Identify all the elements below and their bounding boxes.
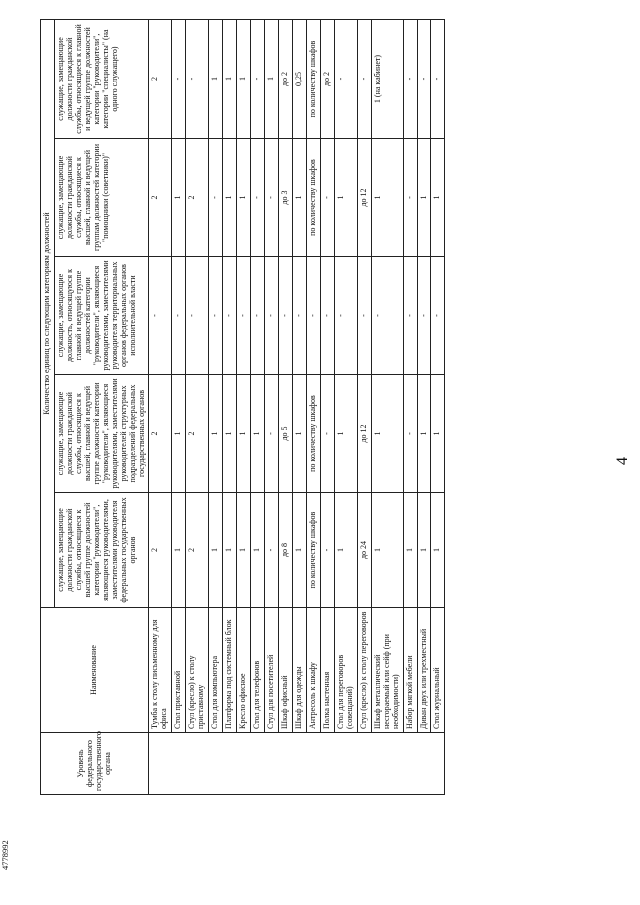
item-name: Шкаф офисный: [279, 608, 293, 733]
table-row: [431, 20, 445, 795]
quantity-cell: до 12: [357, 139, 371, 257]
quantity-cell: 1: [265, 20, 279, 139]
item-name: Стол для телефонов: [251, 608, 265, 733]
quantity-cell: 2: [149, 20, 172, 139]
table-row: [149, 20, 172, 795]
quantity-cell: до 2: [279, 20, 293, 139]
name-header: Наименование: [41, 608, 149, 733]
quantity-cell: -: [403, 257, 417, 375]
quantity-cell: -: [186, 257, 209, 375]
table-row: [223, 20, 237, 795]
quantity-cell: 1: [371, 139, 403, 257]
quantity-cell: -: [186, 20, 209, 139]
quantity-cell: 1: [417, 375, 431, 493]
item-name: Стул (кресло) к столу приставному: [186, 608, 209, 733]
table-row: [237, 20, 251, 795]
quantity-cell: 1: [223, 139, 237, 257]
category-header: служащие, замещающие должности гражданской службы, относящиеся к высшей, главной и ведущей группам должностей категории "помощники (советники)": [54, 139, 149, 257]
quantity-cell: -: [417, 257, 431, 375]
table-row: [186, 20, 209, 795]
quantity-cell: -: [403, 139, 417, 257]
quantity-cell: 1: [417, 139, 431, 257]
quantity-cell: -: [209, 139, 223, 257]
quantity-cell: по количеству шкафов: [306, 20, 320, 139]
quantity-cell: -: [251, 20, 265, 139]
quantity-cell: 1: [334, 139, 357, 257]
item-name: Стол для переговоров (совещаний): [334, 608, 357, 733]
quantity-cell: -: [209, 257, 223, 375]
table-row: [357, 20, 371, 795]
level-header: Уровень федерального государственного органа: [41, 733, 149, 795]
quantity-cell: до 5: [279, 375, 293, 493]
quantity-cell: -: [251, 139, 265, 257]
category-header: служащие, замещающие должности гражданской службы, относящиеся к высшей, главной и ведущей группе должностей категории "руководители", являющиеся руководителями, заместителями руководителей структурных подразделений федеральных государственных органов: [54, 375, 149, 493]
item-name: Стул (кресло) к столу переговоров: [357, 608, 371, 733]
item-name: Стол для компьютера: [209, 608, 223, 733]
item-name: Тумба к столу письменному для офиса: [149, 608, 172, 733]
table-row: [279, 20, 293, 795]
quantity-cell: -: [265, 139, 279, 257]
quantity-cell: 1: [292, 139, 306, 257]
quantity-cell: 1: [237, 139, 251, 257]
quantity-cell: 1: [251, 493, 265, 608]
quantity-cell: -: [237, 257, 251, 375]
quantity-cell: -: [320, 375, 334, 493]
quantity-cell: 1: [209, 493, 223, 608]
quantity-cell: -: [403, 20, 417, 139]
quantity-cell: 1: [431, 139, 445, 257]
quantity-cell: -: [334, 257, 357, 375]
item-name: Платформа под системный блок: [223, 608, 237, 733]
quantity-cell: -: [334, 20, 357, 139]
quantity-cell: -: [265, 493, 279, 608]
quantity-cell: до 2: [320, 20, 334, 139]
quantity-cell: 2: [186, 375, 209, 493]
table-row: [334, 20, 357, 795]
quantity-cell: -: [357, 257, 371, 375]
quantity-cell: до 8: [279, 493, 293, 608]
quantity-cell: 1: [292, 493, 306, 608]
quantity-cell: 1: [172, 375, 186, 493]
item-name: Стол журнальный: [431, 608, 445, 733]
quantity-cell: 2: [186, 139, 209, 257]
quantity-cell: по количеству шкафов: [306, 375, 320, 493]
table-row: [403, 20, 417, 795]
table-row: [172, 20, 186, 795]
category-header: служащие, замещающие должности гражданской службы, относящиеся к высшей группе должностей категории "руководители", являющиеся руководителями, заместителями руководителя федеральных государственных органов: [54, 493, 149, 608]
quantity-cell: -: [417, 20, 431, 139]
item-name: Диван двух или трехместный: [417, 608, 431, 733]
furniture-norms-table: [40, 19, 445, 795]
quantity-cell: 2: [149, 139, 172, 257]
table-row: [251, 20, 265, 795]
level-cell: [149, 733, 445, 795]
table-body: [149, 20, 445, 795]
quantity-cell: -: [431, 20, 445, 139]
quantity-cell: 1: [334, 375, 357, 493]
item-name: Антресоль к шкафу: [306, 608, 320, 733]
quantity-cell: -: [265, 375, 279, 493]
quantity-cell: -: [279, 257, 293, 375]
quantity-cell: 1: [237, 375, 251, 493]
item-name: Стол приставной: [172, 608, 186, 733]
quantity-cell: 2: [186, 493, 209, 608]
quantity-cell: 1: [431, 493, 445, 608]
quantity-cell: -: [306, 257, 320, 375]
table-row: [306, 20, 320, 795]
quantity-cell: 1: [371, 493, 403, 608]
category-group-header: Количество единиц по следующим категориям должностей: [41, 20, 55, 608]
quantity-cell: 1: [431, 375, 445, 493]
quantity-cell: 2: [149, 493, 172, 608]
quantity-cell: 1: [251, 375, 265, 493]
item-name: Шкаф металлический несгораемый или сейф (при необходимости): [371, 608, 403, 733]
quantity-cell: -: [172, 257, 186, 375]
quantity-cell: -: [149, 257, 172, 375]
quantity-cell: до 12: [357, 375, 371, 493]
item-name: Набор мягкой мебели: [403, 608, 417, 733]
quantity-cell: до 24: [357, 493, 371, 608]
category-header: служащие, замещающие должности гражданской службы, относящиеся к главной и ведущей группе должностей категории "руководители", категории "специалисты" (на одного служащего): [54, 20, 149, 139]
item-name: Полка настенная: [320, 608, 334, 733]
quantity-cell: -: [265, 257, 279, 375]
document-id: 4778992: [0, 840, 10, 870]
quantity-cell: -: [371, 257, 403, 375]
quantity-cell: 1: [223, 493, 237, 608]
quantity-cell: 1: [334, 493, 357, 608]
quantity-cell: 1: [292, 375, 306, 493]
quantity-cell: -: [357, 20, 371, 139]
item-name: Кресло офисное: [237, 608, 251, 733]
quantity-cell: 1: [403, 493, 417, 608]
table-row: [320, 20, 334, 795]
quantity-cell: -: [172, 20, 186, 139]
quantity-cell: 1: [172, 493, 186, 608]
item-name: Шкаф для одежды: [292, 608, 306, 733]
page-number: 4: [614, 457, 631, 465]
quantity-cell: -: [320, 493, 334, 608]
quantity-cell: 1: [209, 20, 223, 139]
quantity-cell: 1: [237, 20, 251, 139]
category-header: служащие, замещающие должность, относящуюся к главной и ведущей группе должностей категории "руководители", являющиеся руководителями, заместителями руководителя территориальных органов федеральных органов исполнительной власти: [54, 257, 149, 375]
quantity-cell: 0,25: [292, 20, 306, 139]
quantity-cell: 1: [371, 375, 403, 493]
quantity-cell: по количеству шкафов: [306, 139, 320, 257]
quantity-cell: по количеству шкафов: [306, 493, 320, 608]
table-row: [209, 20, 223, 795]
quantity-cell: 1: [223, 20, 237, 139]
quantity-cell: 1: [223, 375, 237, 493]
quantity-cell: -: [223, 257, 237, 375]
quantity-cell: -: [251, 257, 265, 375]
table-row: [292, 20, 306, 795]
quantity-cell: до 3: [279, 139, 293, 257]
quantity-cell: -: [403, 375, 417, 493]
quantity-cell: 2: [149, 375, 172, 493]
quantity-cell: 1: [172, 139, 186, 257]
quantity-cell: -: [320, 139, 334, 257]
quantity-cell: 1: [417, 493, 431, 608]
quantity-cell: 1 (на кабинет): [371, 20, 403, 139]
quantity-cell: 1: [209, 375, 223, 493]
item-name: Стул для посетителей: [265, 608, 279, 733]
table-row: [417, 20, 431, 795]
quantity-cell: 1: [237, 493, 251, 608]
quantity-cell: -: [292, 257, 306, 375]
table-row: [265, 20, 279, 795]
quantity-cell: -: [431, 257, 445, 375]
quantity-cell: -: [320, 257, 334, 375]
table-row: [371, 20, 403, 795]
